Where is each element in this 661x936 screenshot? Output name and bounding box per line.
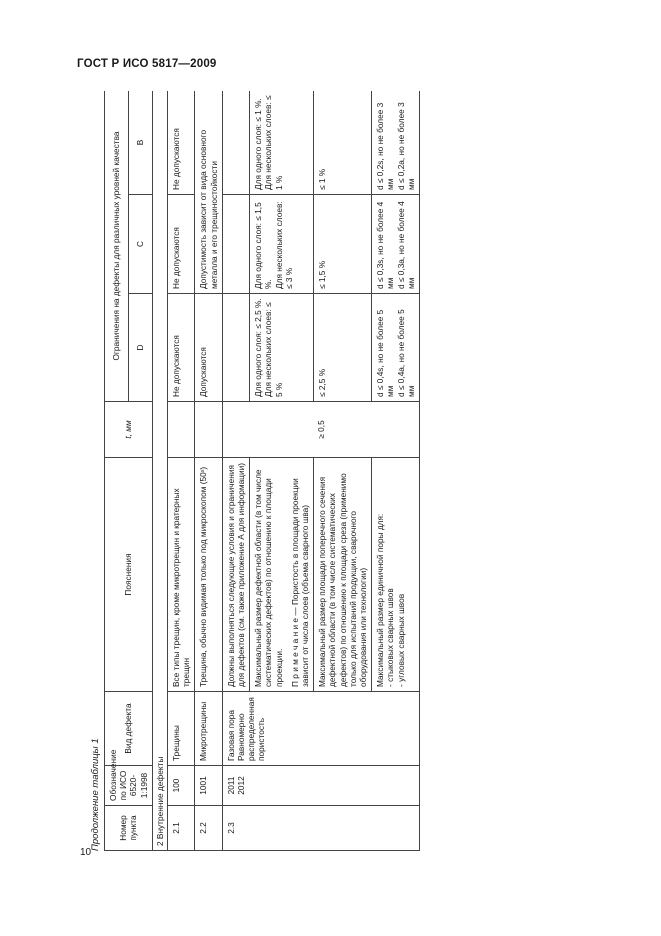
explanation-title: Максимальный размер единичной поры для: [375, 513, 386, 687]
explanation: Все типы трещин, кроме микротрещин и кратерных трещин [168, 458, 195, 692]
iso-code-2: 2012 [236, 776, 247, 795]
col-defect-type: Вид дефекта [105, 692, 153, 766]
limit-b [372, 91, 420, 195]
limit-d: Не допускаются [168, 294, 195, 402]
limit-b-1: Для одного слоя: ≤ 1 %. [253, 98, 264, 190]
limit-c: Не допускаются [168, 195, 195, 294]
explanation: Должны выполняться следующие условия и ограничения для дефектов (см. также приложение А для информации) [222, 458, 249, 692]
page-number: 10 [80, 847, 92, 858]
explanation-item-1: - стыковых сварных швов [385, 588, 396, 687]
limit-d [250, 294, 314, 402]
defect-type: Микротрещины [195, 692, 222, 766]
col-iso-code: Обозначение по ИСО 6520-1:1998 [105, 766, 153, 806]
rotated-content [90, 91, 612, 851]
limit-c-1: Для одного слоя: ≤ 1,5 %. [253, 202, 274, 289]
limit-d-1: d ≤ 0,4s, но не более 5 мм [375, 309, 396, 397]
section-title: 2 Внутренние дефекты [152, 91, 167, 851]
limit-c-empty [222, 195, 249, 294]
limit-c: ≤ 1,5 % [314, 195, 372, 294]
limit-d: Допускаются [195, 294, 222, 402]
table-row [168, 91, 195, 851]
limit-c-2: d ≤ 0,3a, но не более 4 мм [395, 201, 416, 289]
col-thickness-label: t, мм [123, 420, 134, 439]
defect-type: Трещины [168, 692, 195, 766]
header-row-1 [105, 91, 129, 851]
iso-code [222, 766, 419, 806]
explanation: Максимальный размер площади поперечного сечения дефектной области (в том числе систематических дефектов) по отношению к площади среза (применимо только для испытаний продукции, сварочного оборудования или технологии) [314, 458, 372, 692]
explanation-text: Максимальный размер дефектной области (в том числе систематических дефектов) по отношению к площади проекции. [253, 469, 284, 687]
limit-d-empty [222, 294, 249, 402]
explanation-item-2: - угловых сварных швов [395, 593, 406, 687]
limit-b-1: d ≤ 0,2s, но не более 3 мм [375, 102, 396, 190]
item-no: 2.2 [195, 806, 222, 851]
limit-b-2: d ≤ 0,2a, но не более 3 мм [395, 102, 416, 190]
thickness [168, 402, 195, 458]
explanation: Трещина, обычно видимая только под микроскопом (50ˣ) [195, 458, 222, 692]
table-row [222, 91, 249, 851]
col-level-c: C [128, 195, 152, 294]
col-explanation: Пояснения [105, 458, 153, 692]
limit-c-1: d ≤ 0,3s, но не более 4 мм [375, 201, 396, 289]
col-level-d: D [128, 294, 152, 402]
limit-b: ≤ 1 % [314, 91, 372, 195]
item-no: 2.3 [222, 806, 419, 851]
limit-c-2: Для нескольких слоев: ≤ 3 % [273, 201, 294, 289]
defect-type-2: Равномерно распределенная пористость [236, 697, 267, 761]
explanation-note: П р и м е ч а н и е — Пористость в площади проекции зависит от числа слоев (объема сварного шва) [289, 478, 311, 687]
limit-d-2: d ≤ 0,4a, но не более 5 мм [395, 309, 416, 397]
document-header: ГОСТ Р ИСО 5817—2009 [77, 58, 217, 70]
table-row [195, 91, 222, 851]
limit-c [372, 195, 420, 294]
table-caption: Продолжение таблицы 1 [90, 738, 101, 851]
limit-cb: Допустимость зависит от вида основного металла и его трещиностойкости [195, 91, 222, 294]
limit-d-2: Для нескольких слоев: ≤ 5 % [263, 302, 284, 397]
explanation [372, 458, 420, 692]
iso-code: 1001 [195, 766, 222, 806]
col-thickness [105, 402, 153, 458]
thickness: ≥ 0,5 [222, 402, 419, 458]
limit-c [250, 195, 314, 294]
limit-d-1: Для одного слоя: ≤ 2,5 %. [253, 298, 264, 397]
limit-b: Не допускаются [168, 91, 195, 195]
defect-type [222, 692, 419, 766]
limit-b [250, 91, 314, 195]
col-item-no: Номер пункта [105, 806, 153, 851]
iso-code: 100 [168, 766, 195, 806]
defect-type-1: Газовая пора [225, 710, 236, 761]
iso-code-1: 2011 [225, 776, 236, 795]
limit-b-empty [222, 91, 249, 195]
item-no: 2.1 [168, 806, 195, 851]
limit-d: ≤ 2,5 % [314, 294, 372, 402]
limit-b-2: Для нескольких слоев: ≤ 1 % [263, 95, 284, 190]
col-limits-group: Ограничения на дефекты для различных уровней качества [105, 91, 129, 402]
thickness [195, 402, 222, 458]
col-level-b: B [128, 91, 152, 195]
limit-d [372, 294, 420, 402]
explanation [250, 458, 314, 692]
section-row [152, 91, 167, 851]
rotated-table-area [90, 91, 612, 851]
defects-table [104, 91, 420, 851]
